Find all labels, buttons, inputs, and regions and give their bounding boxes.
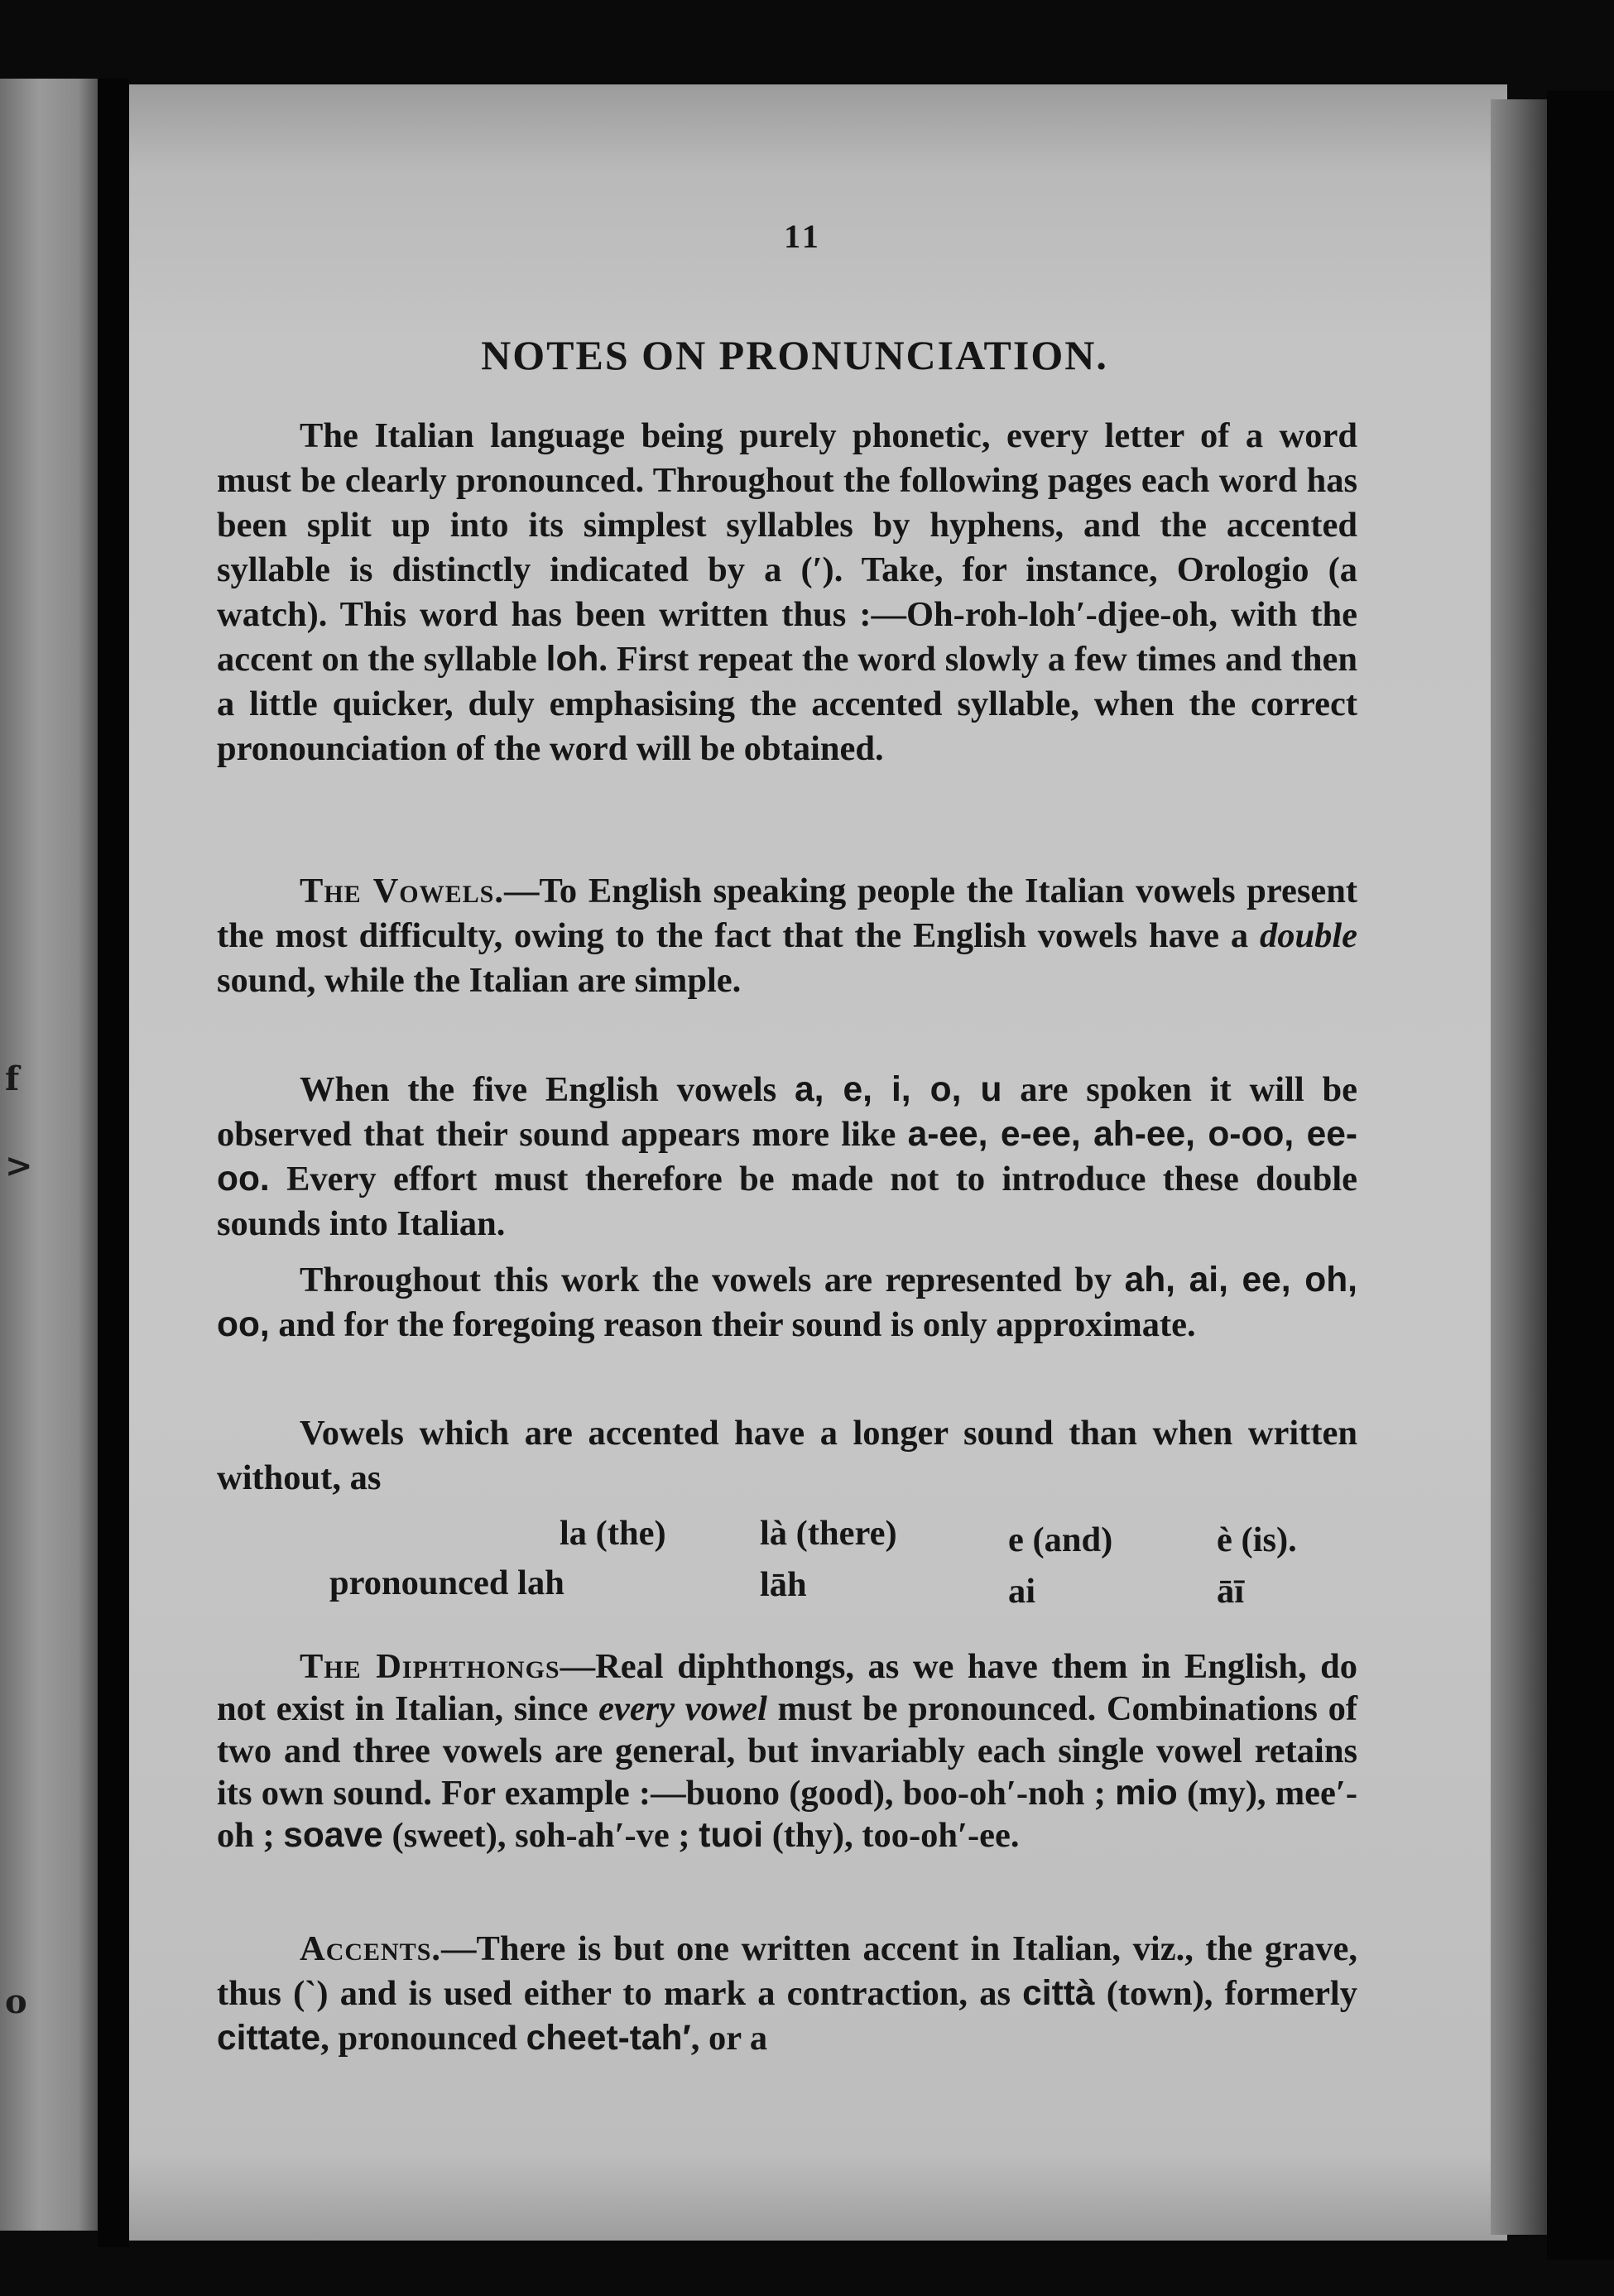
- page-gutter: [98, 79, 129, 2247]
- section-heading-vowels: The Vowels.: [300, 872, 504, 910]
- pron-ai: ai: [1008, 1572, 1036, 1611]
- double-sounds: a-ee, e-ee, ah-ee, o-oo, ee-oo.: [217, 1115, 1358, 1198]
- bleed-mark: f: [5, 1059, 20, 1098]
- page-number: 11: [784, 218, 822, 255]
- example-la: la (the): [560, 1514, 666, 1553]
- vowel-representations: ah, ai, ee, oh, oo,: [217, 1261, 1357, 1344]
- previous-page-edge: [0, 79, 98, 2231]
- section-heading-diphthongs: The Diphthongs: [300, 1647, 560, 1686]
- accented-paragraph: Vowels which are accented have a longer sound than when written without, as: [217, 1414, 1357, 1497]
- italic-every-vowel: every vowel: [598, 1689, 767, 1728]
- italic-double: double: [1259, 916, 1357, 955]
- scan-border: [1547, 91, 1614, 2260]
- vowels-paragraph: The Vowels.—To English speaking people the Italian vowels present the most difficulty, owing to the fact that the English vowels have a double sound, while the Italian are simple.: [217, 872, 1358, 1000]
- emphasis-soave: soave: [283, 1816, 383, 1855]
- accents-paragraph: Accents.—There is but one written accent in Italian, viz., the grave, thus (`) and is used either to mark a contraction, as città (town), formerly cittate, pronounced cheet-tah′, or a: [217, 1929, 1357, 2058]
- emphasis-mio: mio: [1115, 1774, 1178, 1813]
- page-title: NOTES ON PRONUNCIATION.: [481, 332, 1108, 378]
- represented-paragraph: Throughout this work the vowels are represented by ah, ai, ee, oh, oo, and for the foregoing reason their sound is only approximate.: [217, 1261, 1357, 1344]
- section-heading-accents: Accents.: [300, 1929, 442, 1968]
- example-e: e (and): [1008, 1520, 1113, 1559]
- emphasis-tuoi: tuoi: [699, 1816, 764, 1855]
- pron-ai-long: āī: [1217, 1572, 1245, 1611]
- emphasis-cheet-tah: cheet-tah′: [526, 2019, 691, 2058]
- example-e-accent: è (is).: [1217, 1520, 1297, 1559]
- intro-paragraph: The Italian language being purely phonetic, every letter of a word must be clearly pronounced. Throughout the following pages each word has been split up into its simplest syllables by hyphens, and the accented syllable is distinctly indicated by a (′). Take, for instance, Orologio (a watch). This word has been written thus :—Oh-roh-loh′-djee-oh, with the accent on the syllable loh. First repeat the word slowly a few times and then a little quicker, duly emphasising the accented syllable, when the correct pronounciation of the word will be obtained.: [217, 416, 1357, 768]
- page-edge-shadow: [1491, 99, 1547, 2235]
- bleed-mark: o: [5, 1982, 27, 2021]
- emphasis-cittate: cittate: [217, 2019, 321, 2058]
- diphthongs-paragraph: The Diphthongs—Real diphthongs, as we have them in English, do not exist in Italian, since every vowel must be pronounced. Combinations of two and three vowels are general, but invariably each single vowel retains its own sound. For example :—buono (good), boo-oh′-noh ; mio (my), mee′-oh ; soave (sweet), soh-ah′-ve ; tuoi (thy), too-oh′-ee.: [217, 1647, 1357, 1855]
- pronounced-lah: pronounced lah: [329, 1563, 564, 1602]
- example-la-accent: là (there): [760, 1514, 897, 1553]
- emphasis-citta: città: [1022, 1974, 1095, 2013]
- five-vowels-paragraph: When the five English vowels a, e, i, o, u are spoken it will be observed that their sound appears more like a-ee, e-ee, ah-ee, o-oo, ee-oo. Every effort must therefore be made not to introduce these double sounds into Italian.: [217, 1070, 1358, 1243]
- vowel-letters: a, e, i, o, u: [795, 1070, 1002, 1109]
- pron-lah: lāh: [760, 1565, 807, 1604]
- emphasis-loh: loh: [545, 640, 599, 679]
- bleed-mark: >: [5, 1146, 33, 1185]
